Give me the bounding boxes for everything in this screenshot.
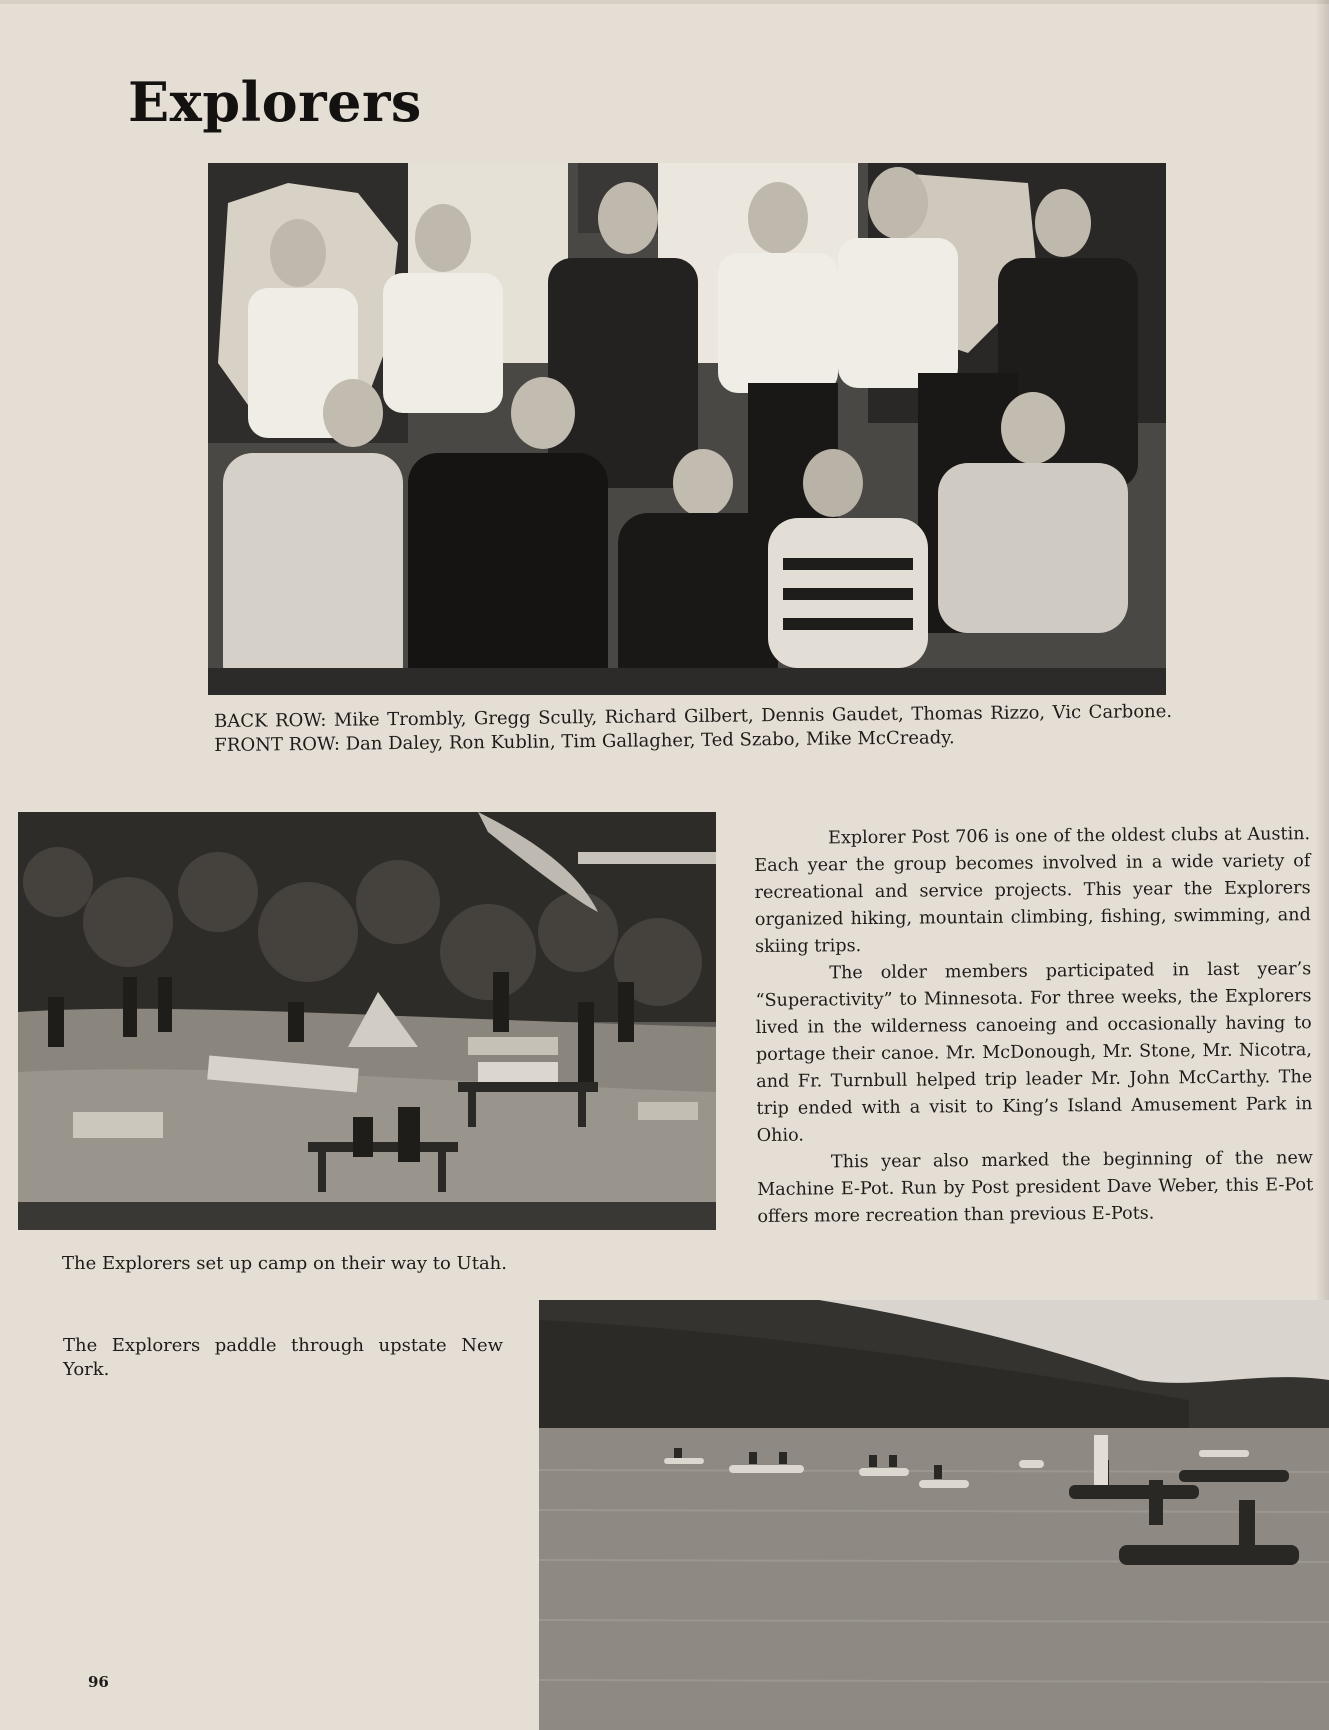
article-paragraph: Explorer Post 706 is one of the oldest clubs at Austin. Each year the group becomes involved in a wide variety of recreational and service projects. This year the Explorers organized hiking, mountain climbing, fishing, swimming, and skiing trips.	[754, 824, 1311, 957]
group-portrait-photo	[208, 163, 1166, 695]
canoes-on-lake-photo	[539, 1300, 1329, 1730]
page-title: Explorers	[128, 70, 422, 134]
page-top-edge	[0, 0, 1329, 4]
article-paragraph: This year also marked the beginning of the new Machine E-Pot. Run by Post president Dave Weber, this E-Pot offers more recreation than previous E-Pots.	[757, 1148, 1314, 1227]
article-paragraph: The older members participated in last year’s “Superactivity” to Minnesota. For three weeks, the Explorers lived in the wilderness canoeing and occasionally having to portage their canoe. Mr. McDonough, Mr. Stone, Mr. Nicotra, and Fr. Turnbull helped trip leader Mr. John McCarthy. The trip ended with a visit to King’s Island Amusement Park in Ohio.	[755, 959, 1313, 1146]
campsite-image	[18, 812, 716, 1230]
page-number: 96	[88, 1673, 109, 1691]
group-portrait-image	[208, 163, 1166, 695]
article-body	[754, 821, 1314, 1231]
group-photo-caption: BACK ROW: Mike Trombly, Gregg Scully, Richard Gilbert, Dennis Gaudet, Thomas Rizzo, Vic Carbone. FRONT ROW: Dan Daley, Ron Kublin, Tim Gallagher, Ted Szabo, Mike McCready.	[214, 700, 1173, 756]
campsite-photo-caption: The Explorers set up camp on their way to Utah.	[62, 1253, 507, 1274]
campsite-photo	[18, 812, 716, 1230]
canoe-photo-caption: The Explorers paddle through upstate New York.	[63, 1335, 503, 1380]
canoes-image	[539, 1300, 1329, 1730]
